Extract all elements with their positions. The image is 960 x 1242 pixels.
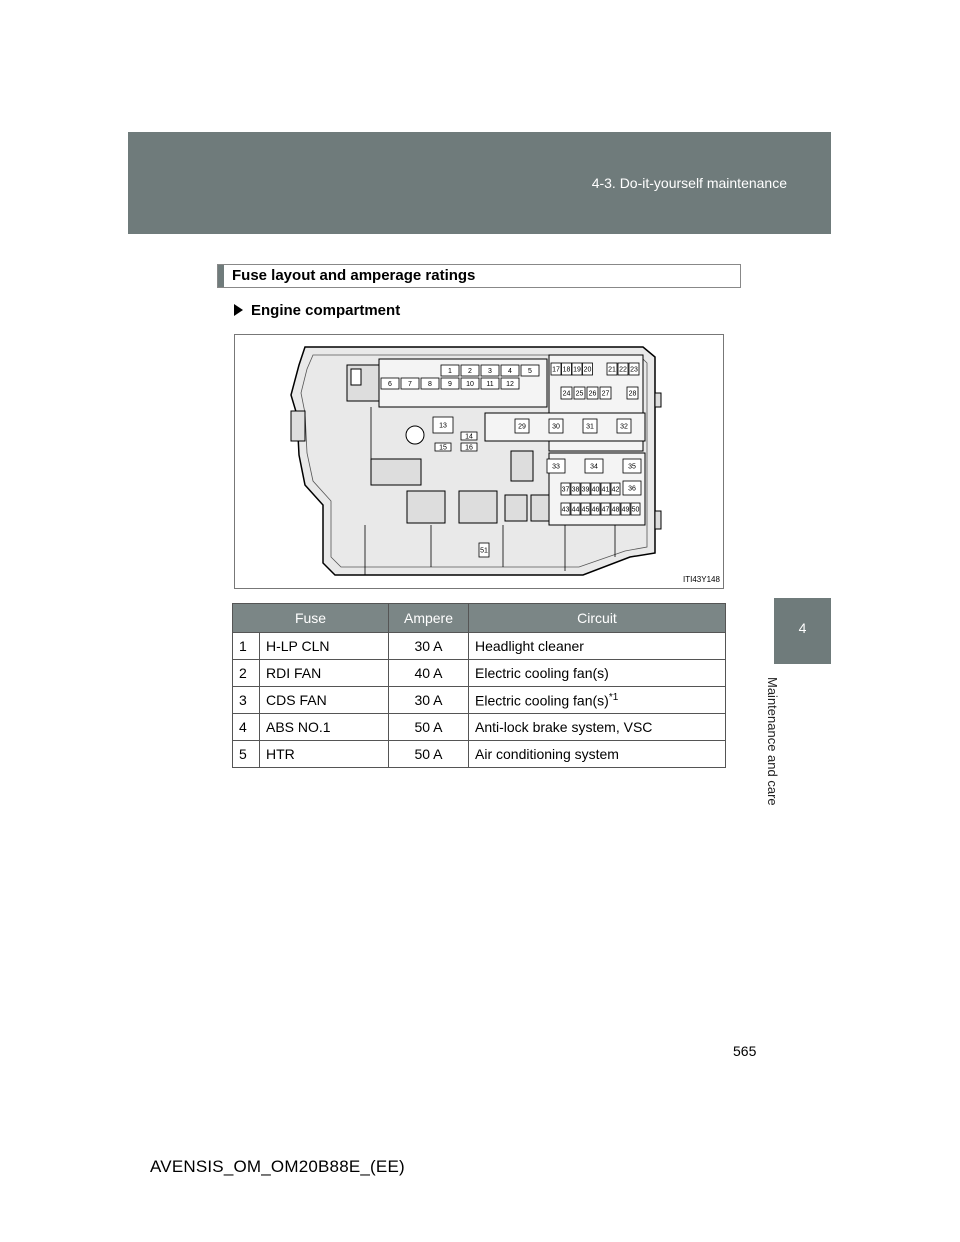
page-number: 565 [733,1043,757,1059]
right-side-mount-top [655,393,661,407]
fuse-label-si-3: 46 [591,506,600,514]
fuse-name: RDI FAN [260,660,389,687]
relay-block-left [371,459,421,485]
fuse-label-tr-4: 21 [608,366,616,374]
circuit-cell [469,687,726,714]
fuse-label-r1-2: 3 [488,368,492,375]
ampere-value: 30 A [389,687,469,714]
fuse-name: HTR [260,741,389,768]
fuse-label-si-7: 50 [631,506,640,514]
relay-block-c [505,495,527,521]
ampere-value: 50 A [389,741,469,768]
subsection-title: Engine compartment [251,302,401,319]
fuse-label-relay-1: 14 [465,433,473,441]
circuit-name: Headlight cleaner [469,633,726,660]
left-side-mount [291,411,305,441]
chapter-number: 4 [798,620,807,636]
fuse-label-r1-3: 4 [508,368,512,375]
fuse-label-si-0: 43 [561,506,570,514]
fuse-label-r1-1: 2 [468,368,472,375]
fuse-label-fi-5: 42 [611,486,620,494]
fuse-label-fi-4: 41 [601,486,610,494]
relay-block-a [407,491,445,523]
document-footer: AVENSIS_OM_OM20B88E_(EE) [150,1157,405,1176]
header-fuse: Fuse [233,604,389,633]
fuse-label-tr-5: 22 [619,366,627,374]
fuse-name: H-LP CLN [260,633,389,660]
ampere-value: 50 A [389,714,469,741]
fuse-label-th-0: 29 [518,423,526,431]
fuse-label-sr-2: 26 [588,390,597,398]
fuse-name: CDS FAN [260,687,389,714]
heading-accent-bar [218,265,224,287]
circuit-name: Electric cooling fan(s) [469,660,726,687]
circuit-name: Electric cooling fan(s) [475,692,609,709]
chapter-label [765,677,795,822]
fuse-label-sr-4: 28 [628,390,637,398]
table-row [233,660,726,687]
header-ampere: Ampere [389,604,469,633]
ampere-value: 40 A [389,660,469,687]
fuse-label-r2-4: 10 [466,381,474,388]
fuse-label-fr-0: 33 [552,463,560,471]
fuse-label-sr-0: 24 [562,390,571,398]
fuse-label-si-6: 49 [621,506,630,514]
subsection-heading [234,302,400,319]
circuit-name: Anti-lock brake system, VSC [469,714,726,741]
fuse-name: ABS NO.1 [260,714,389,741]
fuse-label-tr-3: 20 [583,366,592,374]
fuse-box-svg [235,335,723,588]
table-row [233,714,726,741]
right-side-mount-bottom [655,511,661,529]
bolt-terminal [406,426,424,444]
ampere-value: 30 A [389,633,469,660]
figure-code: ITI43Y148 [683,575,720,584]
fuse-label-r2-1: 7 [408,381,412,388]
fuse-label-r2-0: 6 [388,381,392,388]
row-number: 3 [233,687,260,714]
fuse-label-si-1: 44 [571,506,580,514]
section-heading-box [217,264,741,288]
fuse-box-diagram [234,334,724,589]
row-number: 5 [233,741,260,768]
fuse-label-relay-3: 16 [465,444,473,452]
fuse-label-fr-3: 36 [628,485,636,493]
footnote-mark: *1 [608,691,619,703]
fuse-label-si-2: 45 [581,506,590,514]
fuse-label-tr-0: 17 [552,366,560,374]
fuse-label-tr-1: 18 [562,366,571,374]
fuse-label-th-1: 30 [552,423,560,431]
fuse-label-tr-2: 19 [573,366,581,374]
fuse-label-r2-5: 11 [486,381,494,388]
fuse-label-r2-2: 8 [428,381,432,388]
header-band [128,132,831,234]
circuit-name: Air conditioning system [469,741,726,768]
row-number: 2 [233,660,260,687]
section-title: 4-3. Do-it-yourself maintenance [591,175,787,191]
fuse-label-th-3: 32 [620,423,628,431]
fuse-label-r2-3: 9 [448,381,452,388]
table-row [233,687,726,714]
fuse-label-relay-4: 51 [480,547,488,555]
fuse-label-fr-1: 34 [590,463,598,471]
fuse-label-tr-6: 23 [630,366,638,374]
fuse-label-si-4: 47 [601,506,610,514]
table-row [233,741,726,768]
fuse-label-relay-2: 15 [439,444,447,452]
table-header-row [233,604,726,633]
triangle-bullet-icon [234,304,243,316]
fuse-label-r1-0: 1 [448,368,452,375]
header-circuit: Circuit [469,604,726,633]
fuse-label-r1-4: 5 [528,368,532,375]
chapter-tab [774,598,831,664]
fuse-label-sr-1: 25 [575,390,584,398]
table-row [233,633,726,660]
fuse-label-fi-1: 38 [571,486,580,494]
fuse-label-th-2: 31 [586,423,594,431]
relay-block-e [511,451,533,481]
relay-block-b [459,491,497,523]
left-latch [351,369,361,385]
fuse-label-sr-3: 27 [601,390,610,398]
fuse-table [232,603,726,768]
section-heading: Fuse layout and amperage ratings [232,267,476,284]
fuse-label-fi-2: 39 [581,486,590,494]
row-number: 1 [233,633,260,660]
fuse-label-fr-2: 35 [628,463,636,471]
fuse-label-r2-6: 12 [506,381,514,388]
fuse-label-fi-3: 40 [591,486,600,494]
row-number: 4 [233,714,260,741]
chapter-label-text: Maintenance and care [765,677,780,806]
fuse-label-relay-0: 13 [439,422,447,430]
fuse-label-fi-0: 37 [561,486,570,494]
fuse-label-si-5: 48 [611,506,620,514]
